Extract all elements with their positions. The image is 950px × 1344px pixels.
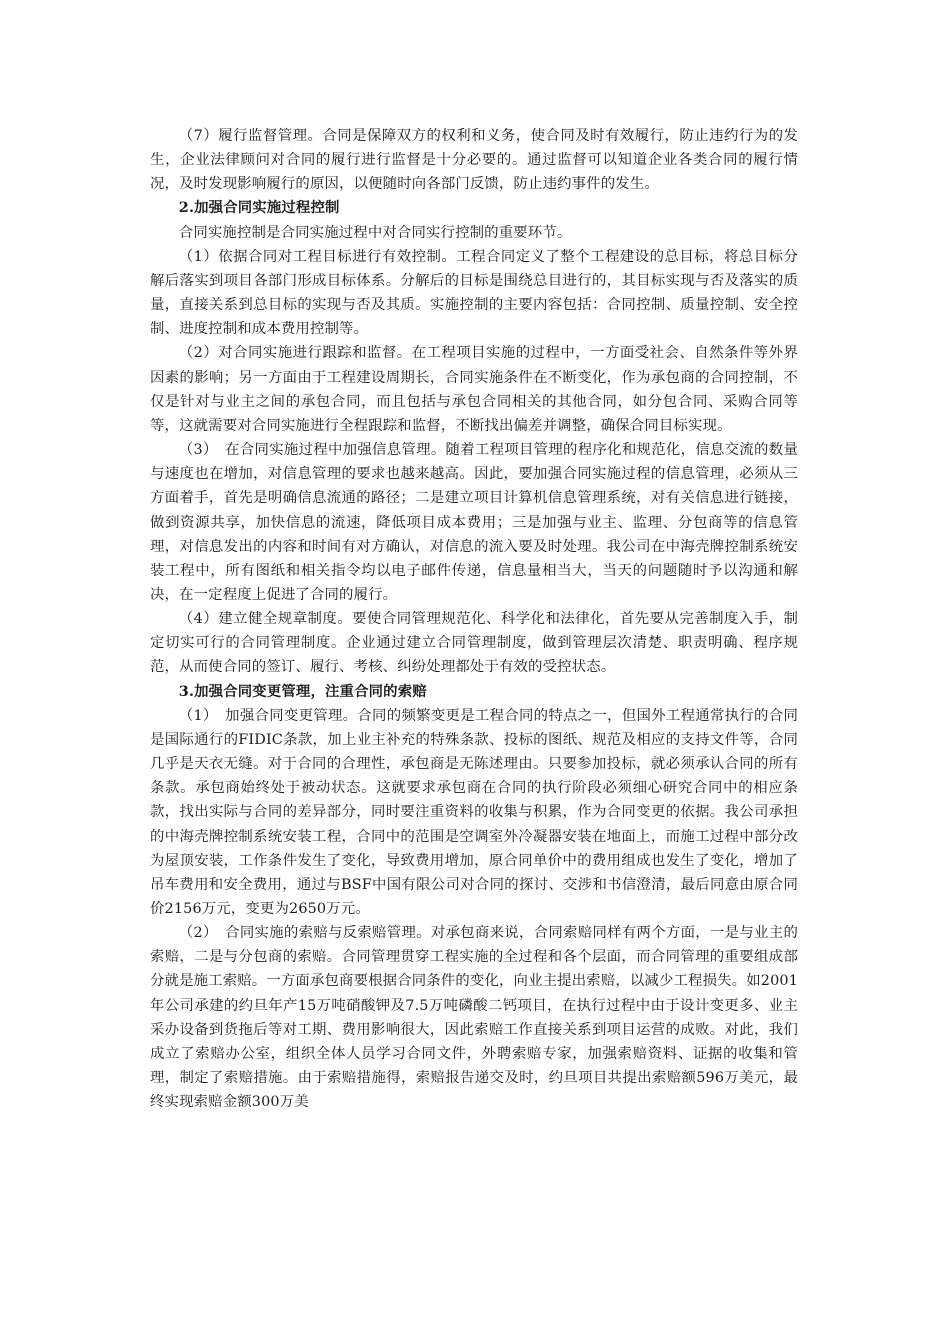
paragraph-rules-regulations: （4）建立健全规章制度。要使合同管理规范化、科学化和法律化，首先要从完善制度入手，制定切实可行的合同管理制度。企业通过建立合同管理制度，做到管理层次清楚、职责明确、程序规范，从而使合同的签订、履行、考核、纠纷处理都处于有效的受控状态。 (150, 611, 798, 676)
paragraph-claims-management: （2） 合同实施的索赔与反索赔管理。对承包商来说，合同索赔同样有两个方面，一是与业主的索赔，二是与分包商的索赔。合同管理贯穿工程实施的全过程和各个层面，而合同管理的重要组成部分就是施工索赔。一方面承包商要根据合同条件的变化，向业主提出索赔，以减少工程损失。如2001年公司承建的约旦年产15万吨硝酸钾及7.5万吨磷酸二钙项目，在执行过程中由于设计变更多、业主采办设备到货拖后等对工期、费用影响很大，因此索赔工作直接关系到项目运营的成败。对此，我们成立了索赔办公室，组织全体人员学习合同文件，外聘索赔专家，加强索赔资料、证据的收集和管理，制定了索赔措施。由于索赔措施得，索赔报告递交及时，约旦项目共提出索赔额596万美元，最终实现索赔金额300万美 (150, 925, 798, 1111)
section-heading-change-claims: 3.加强合同变更管理，注重合同的索赔 (178, 682, 427, 700)
paragraph-target-control: （1）依据合同对工程目标进行有效控制。工程合同定义了整个工程建设的总目标，将总目标分解后落实到项目各部门形成目标体系。分解后的目标是围绕总目进行的，其目标实现与否及落实的质量，直接关系到总目标的实现与否及其质。实施控制的主要内容包括：合同控制、质量控制、安全控制、进度控制和成本费用控制等。 (150, 248, 798, 338)
paragraph-tracking-monitoring: （2）对合同实施进行跟踪和监督。在工程项目实施的过程中，一方面受社会、自然条件等外界因素的影响；另一方面由于工程建设周期长，合同实施条件在不断变化，作为承包商的合同控制，不仅是针对与业主之间的承包合同，而且包括与承包合同相关的其他合同，如分包合同、采购合同等等，这就需要对合同实施进行全程跟踪和监督，不断找出偏差并调整，确保合同目标实现。 (150, 345, 798, 434)
paragraph-information-management: （3） 在合同实施过程中加强信息管理。随着工程项目管理的程序化和规范化，信息交流的数量与速度也在增加，对信息管理的要求也越来越高。因此，要加强合同实施过程的信息管理，必须从三方面着手，首先是明确信息流通的路径；二是建立项目计算机信息管理系统，对有关信息进行链接，做到资源共享，加快信息的流速，降低项目成本费用；三是加强与业主、监理、分包商等的信息管理，对信息发出的内容和时间有对方确认，对信息的流入要及时处理。我公司在中海壳牌控制系统安装工程中，所有图纸和相关指令均以电子邮件传递，信息量相当大，当天的问题随时予以沟通和解决，在一定程度上促进了合同的履行。 (150, 442, 798, 603)
paragraph-change-management: （1） 加强合同变更管理。合同的频繁变更是工程合同的特点之一，但国外工程通常执行的合同是国际通行的FIDIC条款，加上业主补充的特殊条款、投标的图纸、规范及相应的支持文件等，合同几乎是天衣无缝。对于合同的合理性，承包商是无陈述理由。只要参加投标，就必须承认合同的所有条款。承包商始终处于被动状态。这就要求承包商在合同的执行阶段必须细心研究合同中的相应条款，找出实际与合同的差异部分，同时要注重资料的收集与积累，作为合同变更的依据。我公司承担的中海壳牌控制系统安装工程，合同中的范围是空调室外冷凝器安装在地面上，而施工过程中部分改为屋顶安装，工作条件发生了变化，导致费用增加，原合同单价中的费用组成也发生了变化，增加了吊车费用和安全费用，通过与BSF中国有限公司对合同的探讨、交涉和书信澄清，最后同意由原合同价2156万元，变更为2650万元。 (150, 707, 798, 917)
paragraph-control-intro: 合同实施控制是合同实施过程中对合同实行控制的重要环节。 (178, 224, 572, 241)
paragraph-performance-supervision: （7）履行监督管理。合同是保障双方的权利和义务，使合同及时有效履行，防止违约行为的发生，企业法律顾问对合同的履行进行监督是十分必要的。通过监督可以知道企业各类合同的履行情况，及时发现影响履行的原因，以便随时向各部门反馈，防止违约事件的发生。 (150, 128, 798, 193)
section-heading-process-control: 2.加强合同实施过程控制 (178, 199, 340, 217)
document-page (150, 124, 798, 1114)
